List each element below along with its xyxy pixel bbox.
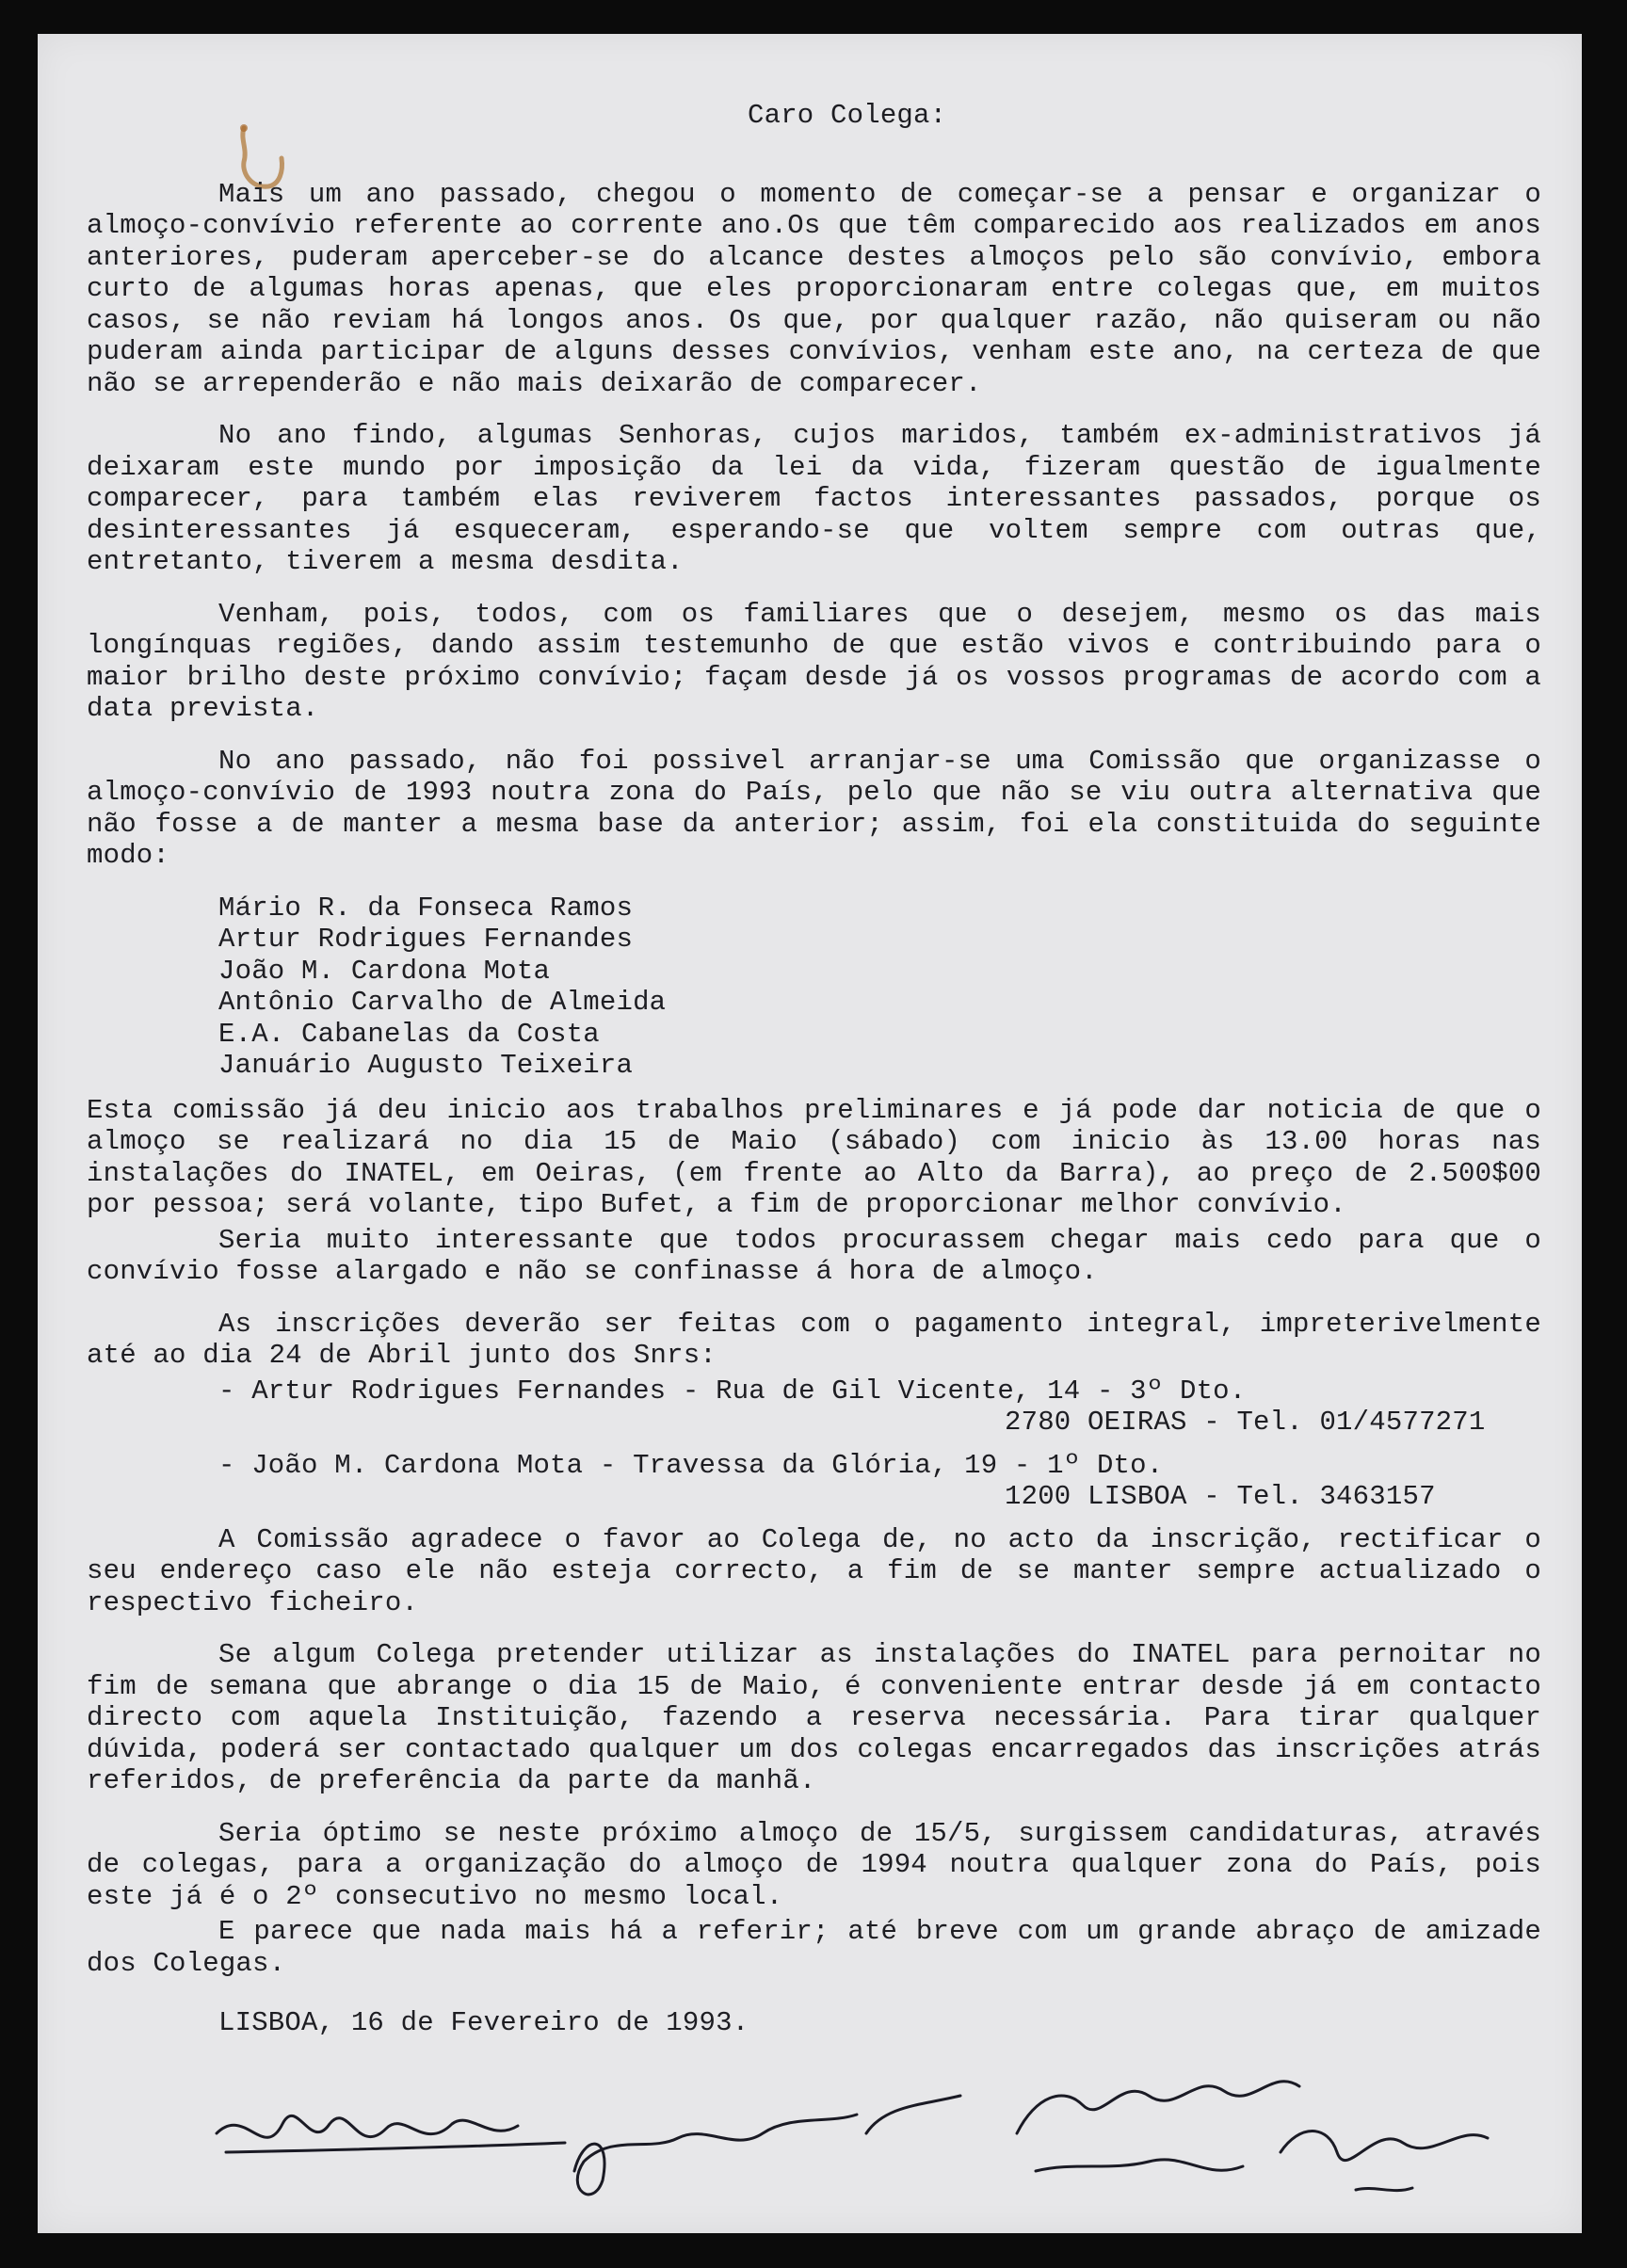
committee-member: Artur Rodrigues Fernandes bbox=[218, 924, 634, 955]
signature-4 bbox=[1036, 2160, 1243, 2171]
contact-city-phone: 2780 OEIRAS - Tel. 01/4577271 bbox=[1005, 1407, 1486, 1438]
committee-member: João M. Cardona Mota bbox=[218, 955, 551, 987]
signature-2 bbox=[574, 2115, 857, 2195]
signature-1 bbox=[217, 2115, 518, 2137]
letter-body bbox=[87, 100, 1558, 2039]
handwritten-signatures-graphic bbox=[207, 2067, 1506, 2228]
greeting: Caro Colega: bbox=[748, 100, 947, 131]
committee-member: Januário Augusto Teixeira bbox=[218, 1050, 634, 1081]
committee-list bbox=[218, 893, 1541, 1082]
signature-5 bbox=[1281, 2131, 1488, 2161]
paragraph-4: No ano passado, não foi possivel arranjar-se uma Comissão que organizasse o almoço-convívio de 1993 noutra zona do País, pelo que não se viu outra alternativa que não fosse a de manter a mesma base da anterior; assim, foi ela constituida do seguinte modo: bbox=[87, 745, 1558, 871]
contact-entry bbox=[87, 1450, 1541, 1513]
paragraph-3: Venham, pois, todos, com os familiares que o desejem, mesmo os das mais longínquas regiões, dando assim testemunho de que estão vivos e contribuindo para o maior brilho deste próximo convívio; façam desde já os vossos programas de acordo com a data prevista. bbox=[87, 598, 1558, 724]
signatures bbox=[207, 2067, 1506, 2228]
committee-member: Mário R. da Fonseca Ramos bbox=[218, 892, 634, 924]
contact-entry bbox=[87, 1375, 1541, 1439]
paragraph-9: Se algum Colega pretender utilizar as instalações do INATEL para pernoitar no fim de semana que abrange o dia 15 de Maio, é conveniente entrar desde já em contacto directo com aquela Instituição, fazendo a reserva necessária. Para tirar qualquer dúvida, poderá ser contactado qualquer um dos colegas encarregados das inscrições atrás referidos, de preferência da parte da manhã. bbox=[87, 1639, 1558, 1796]
paragraph-6: Seria muito interessante que todos procurassem chegar mais cedo para que o convívio fosse alargado e não se confinasse á hora de almoço. bbox=[87, 1224, 1558, 1287]
paragraph-8: A Comissão agradece o favor ao Colega de, no acto da inscrição, rectificar o seu endereço caso ele não esteja correcto, a fim de se manter sempre actualizado o respectivo ficheiro. bbox=[87, 1523, 1558, 1618]
signature-3 bbox=[1017, 2082, 1299, 2133]
paragraph-11: E parece que nada mais há a referir; até breve com um grande abraço de amizade dos Colegas. bbox=[87, 1916, 1558, 1979]
paragraph-2: No ano findo, algumas Senhoras, cujos maridos, também ex-administrativos já deixaram este mundo por imposição da lei da vida, fizeram questão de igualmente comparecer, para também elas reviverem factos interessantes passados, porque os desinteressantes já esqueceram, esperando-se que voltem sempre com outras que, entretanto, tiverem a mesma desdita. bbox=[87, 420, 1558, 577]
paragraph-7: As inscrições deverão ser feitas com o pagamento integral, impreterivelmente até ao dia 24 de Abril junto dos Snrs: bbox=[87, 1308, 1558, 1371]
paragraph-5: Esta comissão já deu inicio aos trabalhos preliminares e já pode dar noticia de que o almoço se realizará no dia 15 de Maio (sábado) com inicio às 13.00 horas nas instalações do INATEL, em Oeiras, (em frente ao Alto da Barra), ao preço de 2.500$00 por pessoa; será volante, tipo Bufet, a fim de proporcionar melhor convívio. bbox=[87, 1094, 1558, 1220]
paragraph-1: Mais um ano passado, chegou o momento de começar-se a pensar e organizar o almoço-convívio referente ao corrente ano.Os que têm comparecido aos realizados em anos anteriores, puderam aperceber-se do alcance destes almoços pelo são convívio, embora curto de algumas horas apenas, que eles proporcionaram entre colegas que, em muitos casos, se não reviam há longos anos. Os que, por qualquer razão, não quiseram ou não puderam ainda participar de alguns desses convívios, venham este ano, na certeza de que não se arrependerão e não mais deixarão de comparecer. bbox=[87, 178, 1558, 399]
contact-city-phone: 1200 LISBOA - Tel. 3463157 bbox=[1005, 1481, 1436, 1512]
contact-address: - Artur Rodrigues Fernandes - Rua de Gil Vicente, 14 - 3º Dto. bbox=[218, 1375, 1247, 1407]
committee-member: E.A. Cabanelas da Costa bbox=[218, 1018, 600, 1050]
contact-address: - João M. Cardona Mota - Travessa da Glória, 19 - 1º Dto. bbox=[218, 1449, 1164, 1481]
paragraph-10: Seria óptimo se neste próximo almoço de 15/5, surgissem candidaturas, através de colegas, para a organização do almoço de 1994 noutra qualquer zona do País, pois este já é o 2º consecutivo no mesmo local. bbox=[87, 1817, 1558, 1912]
committee-member: Antônio Carvalho de Almeida bbox=[218, 987, 667, 1018]
letter-page bbox=[38, 34, 1582, 2233]
place-and-date: LISBOA, 16 de Fevereiro de 1993. bbox=[218, 2007, 749, 2038]
